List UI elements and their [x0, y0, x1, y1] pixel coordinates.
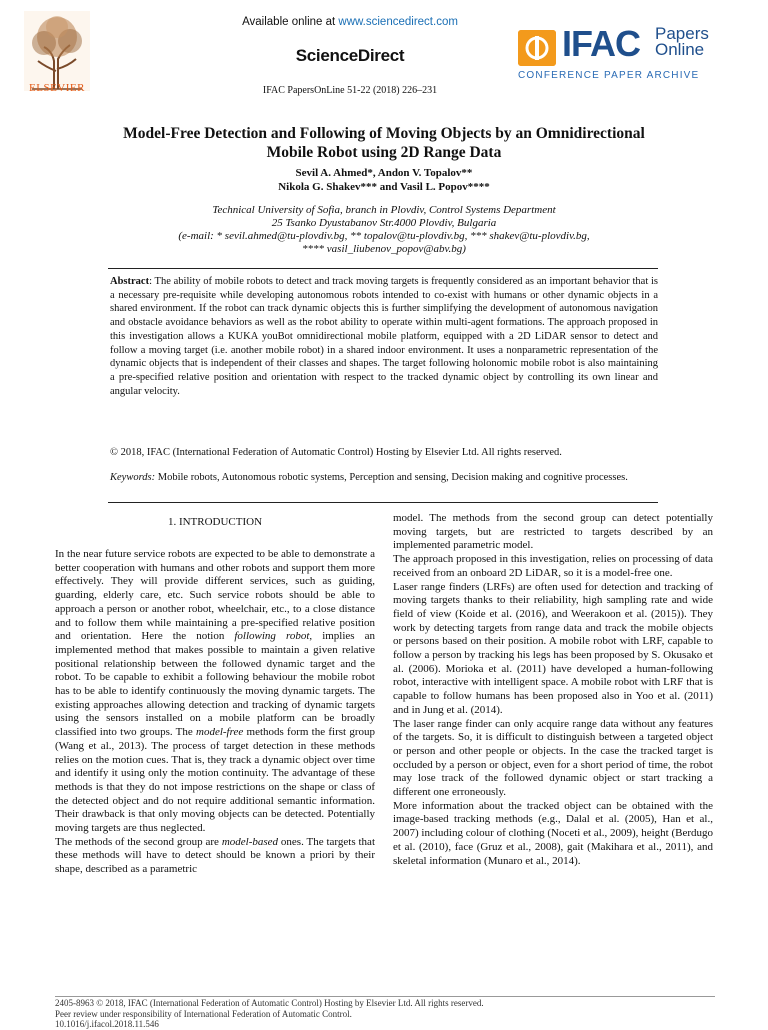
conference-archive-label: CONFERENCE PAPER ARCHIVE: [518, 70, 700, 81]
left-column: [55, 548, 375, 877]
right-column: [393, 512, 713, 868]
right-paragraph-3: Laser range finders (LRFs) are often used for detection and tracking of moving targets thanks to their reliability, high sampling rate and wide field of view (Koide et al. (2016), and Weerakoon et al. (2015)). They work by detecting targets from range data and track the mobile objects or persons based on their position. A mobile robot with LRF, capable to follow a person by tracking his legs has been proposed by S. Okusako et al. (2006). Morioka et al. (2011) have developed a human-following robot, interactive with intelligent space. A mobile robot with LRF that is capable to follow humans has been proposed also in Yoo et al. (2011) and in Jung et al. (2014).: [393, 580, 713, 716]
intro-paragraph-2: [55, 836, 375, 877]
authors-line-1: Sevil A. Ahmed*, Andon V. Topalov**: [295, 167, 473, 179]
sciencedirect-link[interactable]: www.sciencedirect.com: [338, 16, 458, 28]
intro-p1-text-a: In the near future service robots are expected to be able to demonstrate a better cooperation with humans and other robots and support them more effectively. They will provide different services, such as guiding, guarding, elderly care, etc. Such service robots should be able to approach a person or another robot, wheelchair, etc., to a close distance and to follow them while maintaining a pre-specified relative position and orientation. Here the notion: [55, 548, 375, 643]
affiliation-line-2: 25 Tsanko Dyustabanov Str.4000 Plovdiv, Bulgaria: [271, 217, 497, 229]
abstract-label: Abstract: [110, 276, 150, 287]
author-list: [40, 166, 728, 194]
papers-online-wordmark: [655, 26, 709, 58]
title-line-2: Mobile Robot using 2D Range Data: [266, 144, 502, 161]
right-paragraph-2: The approach proposed in this investigation, relies on processing of data received from an onboard 2D LiDAR, so it is a model-free one.: [393, 553, 713, 579]
section-heading-introduction: 1. INTRODUCTION: [167, 516, 263, 528]
online-label: Online: [655, 40, 705, 59]
ifac-emblem-icon: [518, 30, 556, 66]
keywords: [110, 471, 658, 485]
affiliation-block: [40, 204, 728, 256]
footer-copyright: 2405-8963 © 2018, IFAC (International Federation of Automatic Control) Hosting by Elsevier Ltd. All rights reserved.: [55, 998, 484, 1008]
intro-p1-text-c: methods form the first group (Wang et al., 2013). The process of target detection in these methods relies on the motion cues. That is, they track a dynamic object over time and identify it using only the motion continuity. The advantage of these methods is that they do not impose restrictions on the shape or class of the detected object and do not require additional semantic information. Their drawback is that only moving objects can be detected. Potentially moving targets are thus neglected.: [55, 726, 376, 835]
intro-p1-text-b: , implies an implemented method that makes possible to maintain a given relative positional relationship between the followed dynamic target and the robot. To be capable to exhibit a following behaviour the mobile robot has to be able to identify continuously the moving dynamic targets. The existing approaches allowing detection and tracking of dynamic targets using the sensors installed on a mobile platform can be broadly classified into two groups. The: [55, 630, 375, 739]
intro-p1-emphasis-2: model-free: [196, 726, 244, 739]
intro-p2-emphasis: model-based: [221, 835, 279, 848]
keywords-label: Keywords:: [110, 472, 156, 483]
right-paragraph-4: The laser range finder can only acquire range data without any features of the targets. So, it is difficult to distinguish between a targeted object or person and other people or objects. In the case the tracked target is occluded by a person or object, even for a short period of time, the robot may lose track of the followed dynamic object or start tracking a different one erroneously.: [393, 717, 713, 799]
journal-reference: IFAC PapersOnLine 51-22 (2018) 226–231: [262, 85, 438, 96]
footer: [55, 998, 715, 1030]
intro-paragraph-1: [55, 548, 375, 836]
footer-doi: 10.1016/j.ifacol.2018.11.546: [55, 1019, 159, 1029]
affiliation-line-1: Technical University of Sofia, branch in Plovdiv, Control Systems Department: [212, 204, 556, 216]
available-online-label: Available online at: [242, 16, 339, 28]
copyright-notice: © 2018, IFAC (International Federation of Automatic Control) Hosting by Elsevier Ltd. All rights reserved.: [110, 447, 562, 458]
affiliation-line-4: **** vasil_liubenov_popov@abv.bg): [302, 243, 466, 255]
abstract: [110, 275, 658, 398]
abstract-top-rule: [108, 268, 658, 269]
sciencedirect-wordmark: ScienceDirect: [295, 46, 405, 65]
footer-rule: [55, 996, 715, 997]
affiliation-line-3: (e-mail: * sevil.ahmed@tu-plovdiv.bg, ** topalov@tu-plovdiv.bg, *** shakev@tu-plovdiv.bg,: [178, 230, 590, 242]
abstract-text: : The ability of mobile robots to detect and track moving targets is frequently considered as an important behavior that is a necessary pre-requisite while developing autonomous robots intended to co-exist with humans or other dynamic objects in a shared environment. If the robot can track dynamic objects this is further simplifying the development of autonomous navigation and obstacle avoidance behaviors as well as the robot ability to operate within multi-agent formations. The approach proposed in this investigation allows a KUKA youBot omnidirectional mobile platform, equipped with a 2D LiDAR sensor to detect and follow a moving target (i.e. another mobile robot) in a shared indoor environment. It uses a nonparametric representation of the dynamic objects that is independent of their classes and shapes. The target following holonomic mobile robot is also maintaining a pre-specified relative position and orientation with respect to the tracked dynamic object by controlling its own linear and angular velocity.: [110, 276, 658, 397]
elsevier-wordmark: ELSEVIER: [29, 82, 85, 94]
papers-label: Papers: [655, 24, 709, 43]
title-line-1: Model-Free Detection and Following of Moving Objects by an Omnidirectional: [123, 125, 645, 142]
paper-title: [40, 124, 728, 162]
right-paragraph-5: More information about the tracked object can be obtained with the image-based tracking methods (e.g., Dalal et al. (2005), Han et al., 2007) including colour of clothing (Noceti et al., 2009), height (Berdugo et al. (2010), face (Gruz et al., 2008), gait (Makihara et al., 2011), and skeletal information (Munaro et al., 2014).: [393, 799, 713, 867]
footer-peer-review: Peer review under responsibility of International Federation of Automatic Control.: [55, 1008, 352, 1019]
intro-p1-emphasis: following robot: [234, 630, 310, 643]
keywords-text: Mobile robots, Autonomous robotic systems, Perception and sensing, Decision making and cognitive processes.: [155, 472, 628, 483]
available-online-line: [180, 16, 520, 28]
intro-p2-text-a: The methods of the second group are: [55, 835, 222, 848]
right-paragraph-1: model. The methods from the second group can detect potentially moving targets, but are restricted to targets described by an implemented parametric model.: [393, 512, 713, 552]
authors-line-2: Nikola G. Shakev*** and Vasil L. Popov****: [278, 181, 490, 193]
ifac-wordmark: IFAC: [562, 23, 641, 64]
intro-p2-text-b: ones. The targets that these methods will have to detect should be known a priori by their shape, described as a parametric: [55, 835, 375, 876]
keywords-bottom-rule: [108, 502, 658, 503]
